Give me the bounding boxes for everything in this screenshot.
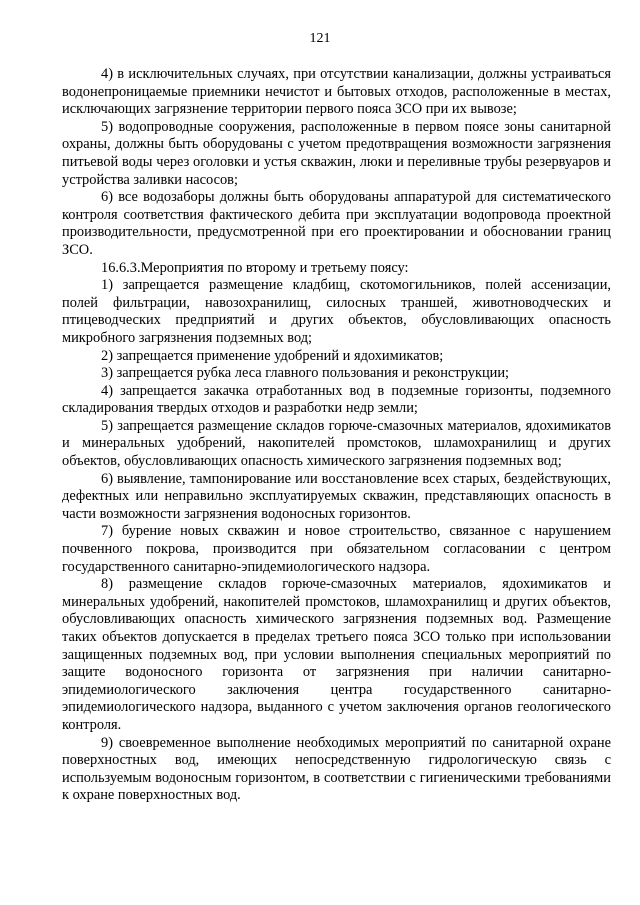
paragraph-item-7-drilling: 7) бурение новых скважин и новое строительство, связанное с нарушением почвенного покрова, производится при обязательном согласовании с центром государственного санитарно-эпидемиологического надзора. — [62, 523, 611, 575]
paragraph-item-2-fertilizers: 2) запрещается применение удобрений и ядохимикатов; — [101, 347, 444, 364]
paragraph-item-4-sewage-receivers: 4) в исключительных случаях, при отсутствии канализации, должны устраиваться водонепроницаемые приемники нечистот и бытовых отходов, расположенные в местах, исключающих загрязнение территории первого пояса ЗСО при их вывозе; — [62, 66, 611, 118]
paragraph-item-9-surface-waters: 9) своевременное выполнение необходимых мероприятий по санитарной охране поверхностных вод, имеющих непосредственную гидрологическую связь с используемым водоносным горизонтом, в соответствии с гигиеническими требованиями к охране поверхностных вод. — [62, 734, 611, 804]
paragraph-item-1-prohibited-objects: 1) запрещается размещение кладбищ, скотомогильников, полей ассенизации, полей фильтрации, навозохранилищ, силосных траншей, животноводческих и птицеводческих предприятий и других объектов, обусловливающих опасность микробного загрязнения подземных вод; — [62, 277, 611, 346]
paragraph-item-3-logging: 3) запрещается рубка леса главного пользования и реконструкции; — [101, 365, 510, 382]
section-heading-16-6-3: 16.6.3.Мероприятия по второму и третьему поясу: — [101, 259, 409, 276]
document-body — [62, 66, 611, 805]
paragraph-item-4-wastewater-injection: 4) запрещается закачка отработанных вод в подземные горизонты, подземного складирования твердых отходов и разработки недр земли; — [62, 382, 611, 417]
paragraph-item-6-water-intake-equipment: 6) все водозаборы должны быть оборудованы аппаратурой для систематического контроля соответствия фактического дебита при эксплуатации водопровода проектной производительности, предусмотренной при его проектировании и обосновании границ ЗСО. — [62, 189, 611, 258]
paragraph-item-8-placement: 8) размещение складов горюче-смазочных материалов, ядохимикатов и минеральных удобрений, накопителей промстоков, шламохранилищ и других объектов, обусловливающих опасность химического загрязнения подземных вод. Размещение таких объектов допускается в пределах третьего пояса ЗСО только при использовании защищенных подземных вод, при условии выполнения специальных мероприятий по защите водоносного горизонта от загрязнения при наличии санитарно-эпидемиологического заключения центра государственного санитарно-эпидемиологического надзора, выданного с учетом заключения органов геологического контроля. — [62, 576, 611, 733]
paragraph-item-5-water-structures: 5) водопроводные сооружения, расположенные в первом поясе зоны санитарной охраны, должны быть оборудованы с учетом предотвращения возможности загрязнения питьевой воды через оголовки и устья скважин, люки и переливные трубы резервуаров и устройства заливки насосов; — [62, 118, 611, 188]
paragraph-item-6-wells: 6) выявление, тампонирование или восстановление всех старых, бездействующих, дефектных или неправильно эксплуатируемых скважин, представляющих опасность в части возможности загрязнения водоносных горизонтов. — [62, 470, 611, 522]
page-number: 121 — [309, 31, 331, 46]
paragraph-item-5-warehouses: 5) запрещается размещение складов горюче-смазочных материалов, ядохимикатов и минеральных удобрений, накопителей промстоков, шламохранилищ и других объектов, обусловливающих опасность химического загрязнения подземных вод; — [62, 417, 611, 470]
